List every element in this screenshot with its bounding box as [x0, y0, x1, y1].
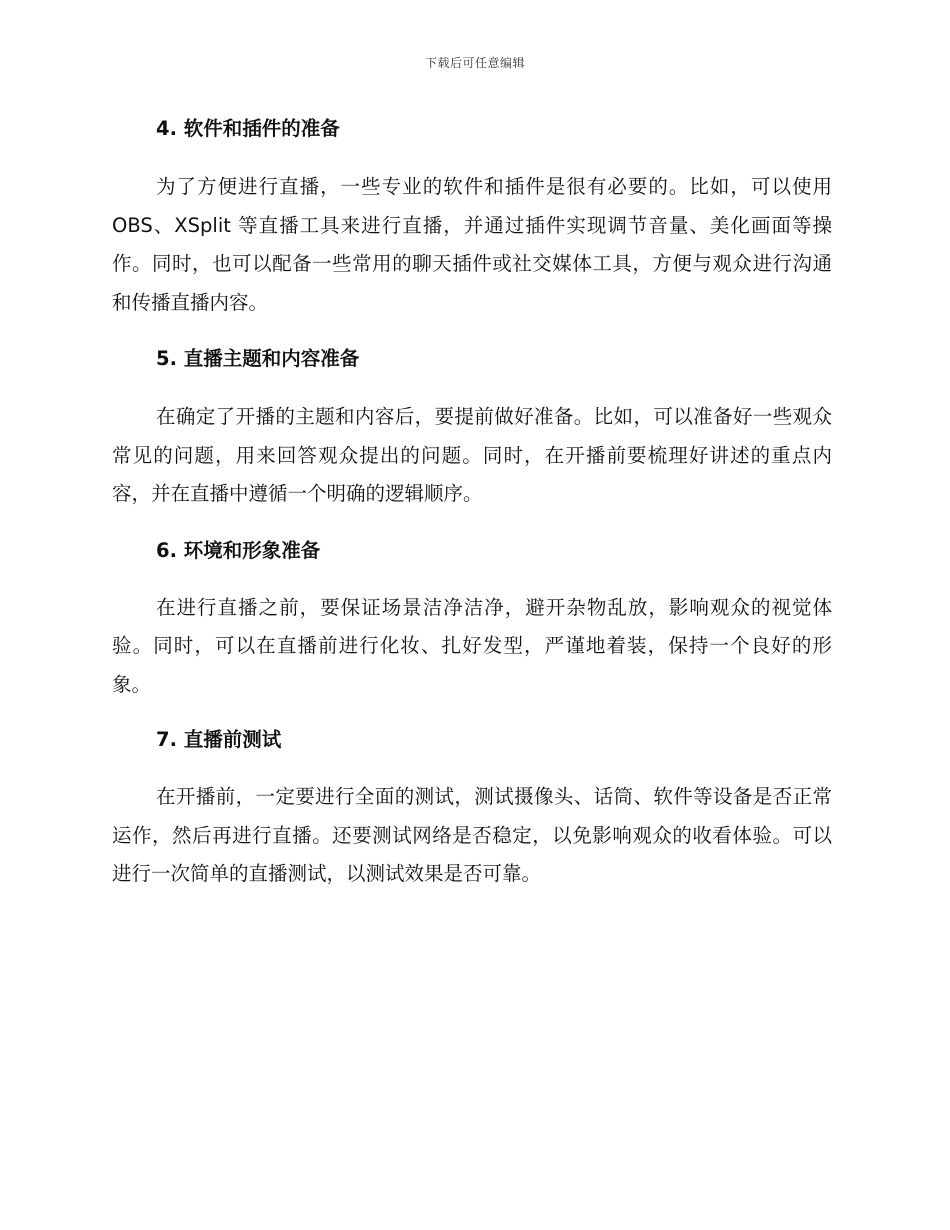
section-paragraph: 为了方便进行直播，一些专业的软件和插件是很有必要的。比如，可以使用 OBS、XSplit 等直播工具来进行直播，并通过插件实现调节音量、美化画面等操作。同时，也可以配备一些常用的聊天插件或社交媒体工具，方便与观众进行沟通和传播直播内容。 — [112, 175, 832, 314]
section-environment-image — [112, 532, 832, 705]
document-content — [112, 110, 832, 894]
page-header: 下载后可任意编辑 — [424, 56, 525, 70]
section-software-plugins — [112, 110, 832, 322]
section-theme-content — [112, 340, 832, 514]
section-heading: 7. 直播前测试 — [156, 728, 282, 751]
section-heading: 6. 环境和形象准备 — [156, 538, 321, 562]
section-paragraph: 在开播前，一定要进行全面的测试，测试摄像头、话筒、软件等设备是否正常运作，然后再进行直播。还要测试网络是否稳定，以免影响观众的收看体验。可以进行一次简单的直播测试，以测试效果是否可靠。 — [112, 785, 832, 885]
section-paragraph: 在确定了开播的主题和内容后，要提前做好准备。比如，可以准备好一些观众常见的问题，用来回答观众提出的问题。同时，在开播前要梳理好讲述的重点内容，并在直播中遵循一个明确的逻辑顺序。 — [112, 405, 832, 505]
section-paragraph: 在进行直播之前，要保证场景洁净洁净，避开杂物乱放，影响观众的视觉体验。同时，可以在直播前进行化妆、扎好发型，严谨地着装，保持一个良好的形象。 — [112, 595, 832, 696]
section-pre-live-test — [112, 721, 832, 894]
section-heading: 5. 直播主题和内容准备 — [156, 347, 360, 370]
section-heading: 4. 软件和插件的准备 — [156, 117, 340, 140]
